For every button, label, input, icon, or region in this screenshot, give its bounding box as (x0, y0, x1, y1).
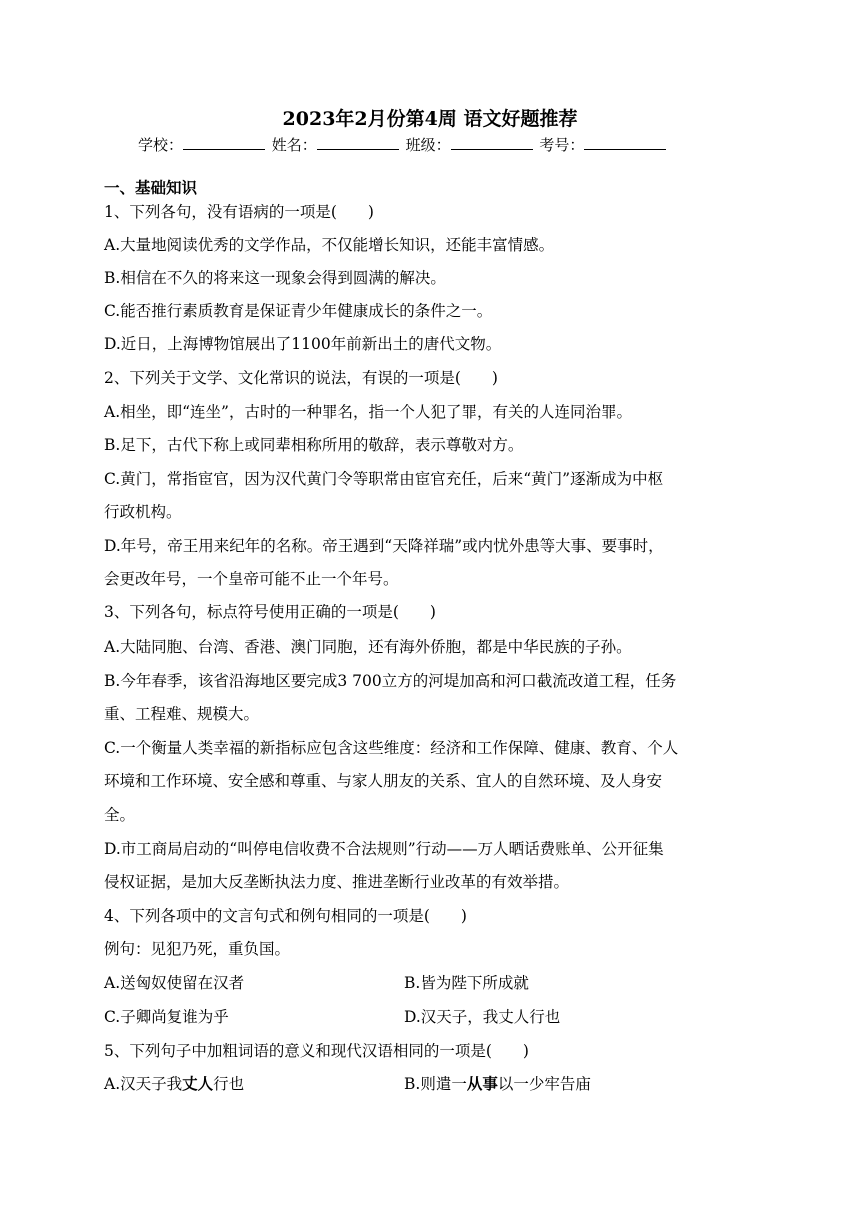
q2-stem: 2、下列关于文学、文化常识的说法，有误的一项是( ) (104, 369, 498, 387)
school-label: 学校： (138, 136, 184, 154)
q5-a-suffix: 行也 (213, 1075, 245, 1093)
q3-option-a: A.大陆同胞、台湾、香港、澳门同胞，还有海外侨胞，都是中华民族的子孙。 (104, 638, 632, 656)
q5-a-prefix: A.汉天子我 (104, 1075, 183, 1093)
q3-option-b-line1: B.今年春季，该省沿海地区要完成3 700立方的河堤加高和河口截流改道工程，任务 (104, 672, 677, 690)
q5-b-bold-word: 从事 (466, 1074, 498, 1093)
q4-option-b: B.皆为陛下所成就 (404, 974, 529, 992)
q3-option-b-line2: 重、工程难、规模大。 (104, 705, 260, 723)
q2-option-c-line2: 行政机构。 (104, 503, 182, 521)
q2-option-a: A.相坐，即“连坐”，古时的一种罪名，指一个人犯了罪，有关的人连同治罪。 (104, 403, 632, 421)
q3-stem: 3、下列各句，标点符号使用正确的一项是( ) (104, 603, 436, 621)
q5-b-prefix: B.则遣一 (404, 1075, 467, 1093)
number-label: 考号： (539, 136, 585, 154)
q4-stem: 4、下列各项中的文言句式和例句相同的一项是( ) (104, 907, 467, 925)
q4-option-c: C.子卿尚复谁为乎 (104, 1008, 229, 1026)
q5-b-suffix: 以一少牢告庙 (497, 1075, 591, 1093)
section-heading: 一、基础知识 (104, 178, 198, 197)
q3-option-c-line1: C.一个衡量人类幸福的新指标应包含这些维度：经济和工作保障、健康、教育、个人 (104, 739, 679, 757)
number-blank[interactable] (584, 135, 666, 150)
class-label: 班级： (405, 136, 451, 154)
name-label: 姓名： (271, 136, 317, 154)
q3-option-c-line2: 环境和工作环境、安全感和尊重、与家人朋友的关系、宜人的自然环境、及人身安 (104, 772, 663, 790)
class-blank[interactable] (451, 135, 533, 150)
q1-option-c: C.能否推行素质教育是保证青少年健康成长的条件之一。 (104, 302, 493, 320)
q1-option-b: B.相信在不久的将来这一现象会得到圆满的解决。 (104, 269, 446, 287)
q3-option-d-line1: D.市工商局启动的“叫停电信收费不合法规则”行动——万人晒话费账单、公开征集 (104, 840, 664, 858)
q5-option-a (104, 1072, 244, 1094)
q1-option-a: A.大量地阅读优秀的文学作品，不仅能增长知识，还能丰富情感。 (104, 236, 555, 254)
document-title: 2023年2月份第4周 语文好题推荐 (282, 108, 578, 130)
q3-option-c-line3: 全。 (104, 806, 136, 824)
q1-option-d: D.近日，上海博物馆展出了1100年前新出土的唐代文物。 (104, 335, 502, 353)
q4-option-a: A.送匈奴使留在汉者 (104, 974, 245, 992)
q3-option-d-line2: 侵权证据，是加大反垄断执法力度、推进垄断行业改革的有效举措。 (104, 873, 570, 891)
name-blank[interactable] (317, 135, 399, 150)
student-info-line (138, 134, 668, 155)
q2-option-b: B.足下，古代下称上或同辈相称所用的敬辞，表示尊敬对方。 (104, 436, 524, 454)
q4-option-d: D.汉天子，我丈人行也 (404, 1008, 561, 1026)
q4-example: 例句：见犯乃死，重负国。 (104, 940, 291, 958)
q5-stem: 5、下列句子中加粗词语的意义和现代汉语相同的一项是( ) (104, 1042, 529, 1060)
school-blank[interactable] (183, 135, 265, 150)
q1-stem: 1、下列各句，没有语病的一项是( ) (104, 203, 374, 221)
q2-option-c-line1: C.黄门，常指宦官，因为汉代黄门令等职常由宦官充任，后来“黄门”逐渐成为中枢 (104, 470, 664, 488)
q5-option-b (404, 1072, 591, 1094)
q2-option-d-line2: 会更改年号，一个皇帝可能不止一个年号。 (104, 570, 399, 588)
q2-option-d-line1: D.年号，帝王用来纪年的名称。帝王遇到“天降祥瑞”或内忧外患等大事、要事时， (104, 537, 664, 555)
q5-a-bold-word: 丈人 (182, 1074, 214, 1093)
